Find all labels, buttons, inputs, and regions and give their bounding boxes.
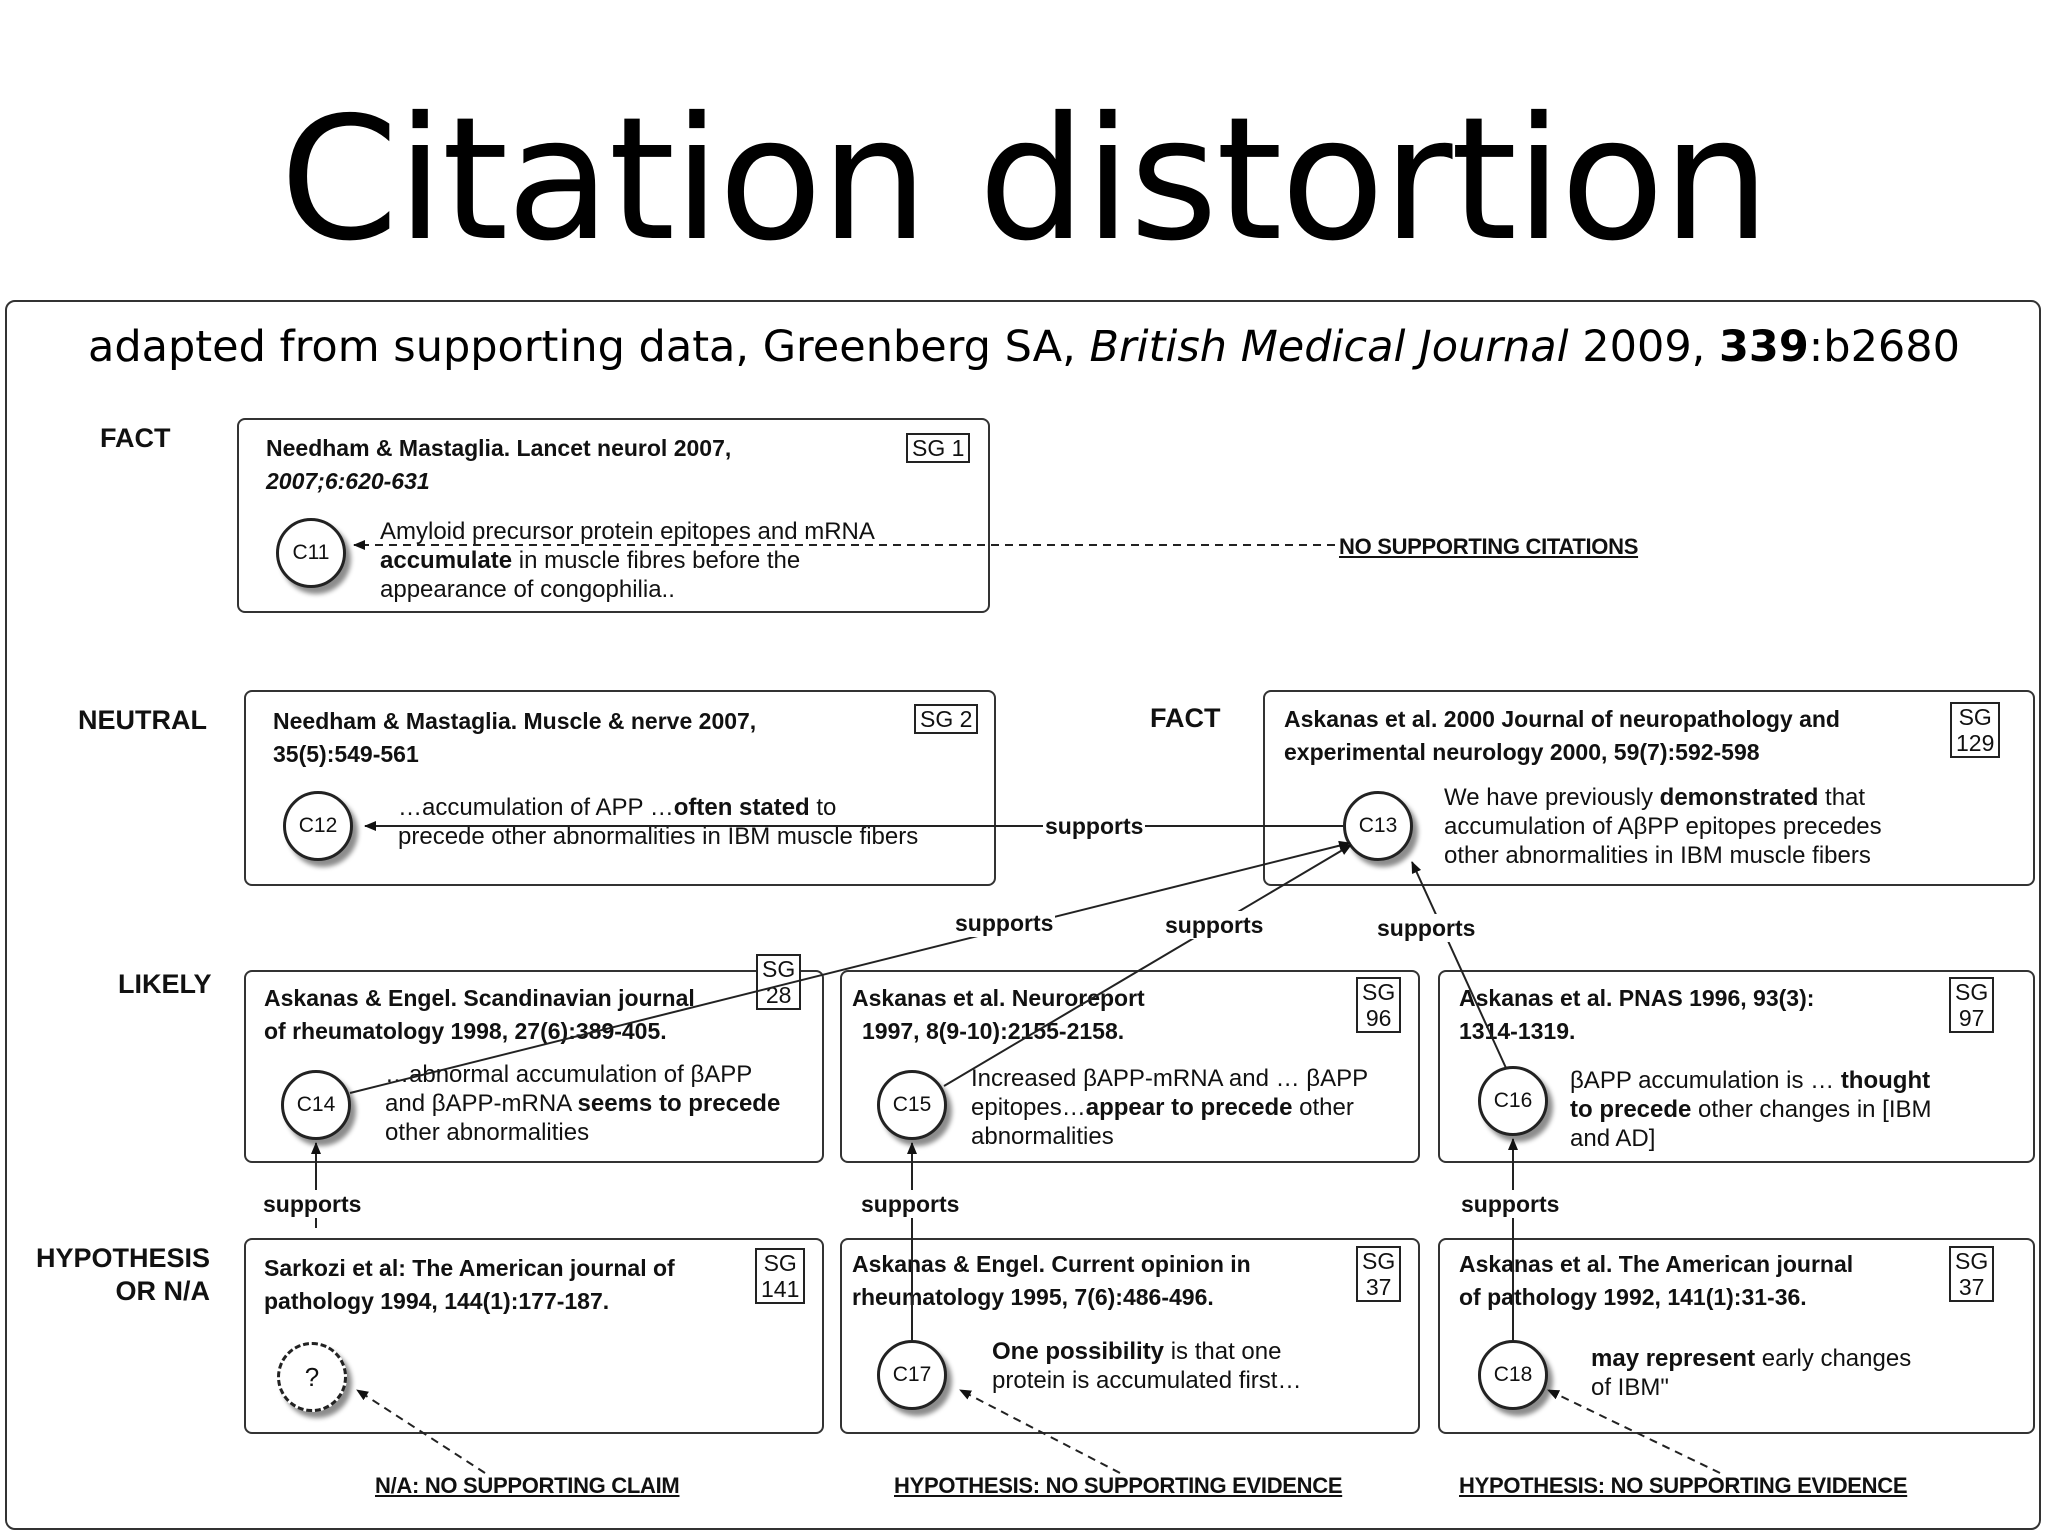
quote-c11-part1: Amyloid precursor protein epitopes and mRNA	[380, 518, 875, 545]
sg-badge-c18-line1: SG	[1955, 1248, 1989, 1274]
sg-badge-c13-line1: SG	[1958, 704, 1992, 730]
quote-c15-part1: Increased βAPP-mRNA and … βAPP	[971, 1065, 1369, 1092]
note-hypothesis-1: HYPOTHESIS: NO SUPPORTING EVIDENCE	[894, 1473, 1343, 1498]
level-label-fact: FACT	[100, 423, 171, 453]
sg-badge-c16-line1: SG	[1955, 979, 1989, 1005]
citation-ref-c14-line2: of rheumatology 1998, 27(6):389-405.	[264, 1018, 667, 1044]
quote-c17-part3: protein is accumulated first…	[992, 1367, 1302, 1394]
citation-ref-sarkozi-line2: pathology 1994, 144(1):177-187.	[264, 1288, 610, 1314]
quote-c13-part5: other abnormalities in IBM muscle fibers	[1444, 842, 1871, 869]
edge-label-unknown-c14: supports	[263, 1191, 362, 1217]
edge-label-c16-c13: supports	[1377, 915, 1476, 941]
citation-ref-c15-line2: 1997, 8(9-10):2155-2158.	[862, 1018, 1125, 1044]
sg-badge-c12: SG 2	[914, 704, 978, 734]
source-year: 2009,	[1568, 322, 1720, 372]
quote-c18-part3: of IBM"	[1591, 1374, 1669, 1401]
quote-c16-part4: other changes in [IBM	[1691, 1096, 1932, 1123]
edge-label-c13-c12: supports	[1045, 813, 1144, 839]
claim-node-c15[interactable]: C15	[877, 1070, 947, 1140]
claim-node-c11[interactable]: C11	[276, 518, 346, 588]
claim-node-c17[interactable]: C17	[877, 1340, 947, 1410]
sg-badge-sarkozi-line1: SG	[763, 1250, 797, 1276]
level-label-likely: LIKELY	[118, 969, 212, 999]
level-label-fact-right: FACT	[1150, 703, 1221, 733]
citation-ref-c11-line1: Needham & Mastaglia. Lancet neurol 2007,	[266, 435, 732, 461]
sg-badge-c14-line2: 28	[765, 982, 792, 1008]
citation-ref-c14-line1: Askanas & Engel. Scandinavian journal	[264, 985, 695, 1011]
level-label-hypothesis-line2: OR N/A	[115, 1276, 210, 1306]
citation-ref-c16-line2: 1314-1319.	[1459, 1018, 1576, 1044]
quote-c16-part3: to precede	[1570, 1096, 1692, 1123]
citation-ref-c11-line2: 2007;6:620-631	[266, 468, 430, 494]
sg-badge-c13-line2: 129	[1956, 730, 1995, 756]
citation-ref-c18-line1: Askanas et al. The American journal	[1459, 1251, 1854, 1277]
slide-title: Citation distortion	[279, 81, 1769, 279]
source-volume: 339	[1719, 322, 1809, 372]
quote-c14-part4: other abnormalities	[385, 1119, 590, 1146]
quote-c14-part1: …abnormal accumulation of βAPP	[385, 1061, 753, 1088]
quote-c13-part1: We have previously	[1444, 784, 1660, 811]
quote-c11-part4: appearance of congophilia..	[380, 576, 675, 603]
claim-node-unknown[interactable]: ?	[277, 1342, 347, 1412]
note-no-supporting-claim: N/A: NO SUPPORTING CLAIM	[375, 1473, 680, 1498]
edge-label-c18-c16: supports	[1461, 1191, 1560, 1217]
quote-c16-part5: and AD]	[1570, 1125, 1656, 1152]
citation-ref-sarkozi-line1: Sarkozi et al: The American journal of	[264, 1255, 675, 1281]
claim-node-c18[interactable]: C18	[1478, 1340, 1548, 1410]
quote-c14-part2: and βAPP-mRNA	[385, 1090, 578, 1117]
quote-c18-part1: may represent	[1591, 1345, 1756, 1372]
quote-c11-part2: accumulate	[380, 547, 513, 574]
sg-badge-c17-line1: SG	[1362, 1248, 1396, 1274]
sg-badge-c15-line2: 96	[1365, 1005, 1392, 1031]
citation-ref-c13-line2: experimental neurology 2000, 59(7):592-598	[1284, 739, 1760, 765]
sg-badge-c16-line2: 97	[1958, 1005, 1985, 1031]
quote-c13-part3: that	[1818, 784, 1866, 811]
level-label-hypothesis-line1: HYPOTHESIS	[35, 1243, 210, 1273]
quote-c16-part2: thought	[1840, 1067, 1931, 1094]
quote-c17-part2: is that one	[1164, 1338, 1282, 1365]
claim-node-c12[interactable]: C12	[283, 791, 353, 861]
quote-c18-part2: early changes	[1755, 1345, 1912, 1372]
quote-c12-part4: precede other abnormalities in IBM muscle fibers	[398, 823, 919, 850]
quote-c16-part1: βAPP accumulation is …	[1570, 1067, 1841, 1094]
quote-c13-part2: demonstrated	[1659, 784, 1819, 811]
sg-badge-sarkozi-line2: 141	[761, 1276, 800, 1302]
edge-label-c17-c15: supports	[861, 1191, 960, 1217]
quote-c17-part1: One possibility	[992, 1338, 1165, 1365]
edge-hyp2-c18	[1548, 1390, 1720, 1473]
source-article: :b2680	[1808, 322, 1960, 372]
quote-c12-part1: …accumulation of APP …	[398, 794, 674, 821]
sg-badge-c14-line1: SG	[762, 956, 796, 982]
sg-badge-c11: SG 1	[906, 433, 970, 463]
edge-c15-c13	[944, 845, 1351, 1086]
quote-c14-part3: seems to precede	[577, 1090, 781, 1117]
quote-c13-part4: accumulation of AβPP epitopes precedes	[1444, 813, 1882, 840]
citation-ref-c15-line1: Askanas et al. Neuroreport	[852, 985, 1145, 1011]
edge-hyp1-c17	[960, 1390, 1120, 1473]
note-hypothesis-2: HYPOTHESIS: NO SUPPORTING EVIDENCE	[1459, 1473, 1908, 1498]
citation-ref-c13-line1: Askanas et al. 2000 Journal of neuropathology and	[1284, 706, 1840, 732]
claim-node-c16[interactable]: C16	[1478, 1066, 1548, 1136]
sg-badge-c17-line2: 37	[1365, 1274, 1392, 1300]
citation-ref-c12-line2: 35(5):549-561	[273, 741, 419, 767]
quote-c15-part4: other	[1292, 1094, 1354, 1121]
citation-ref-c12-line1: Needham & Mastaglia. Muscle & nerve 2007,	[273, 708, 757, 734]
edge-label-c14-c13: supports	[955, 910, 1054, 936]
quote-c15-part2: epitopes…	[971, 1094, 1086, 1121]
edge-c14-c13	[350, 843, 1350, 1093]
citation-ref-c17-line1: Askanas & Engel. Current opinion in	[852, 1251, 1251, 1277]
note-no-supporting-citations: NO SUPPORTING CITATIONS	[1335, 534, 1638, 560]
sg-badge-c18-line2: 37	[1958, 1274, 1985, 1300]
edge-label-c15-c13: supports	[1165, 912, 1264, 938]
quote-c15-part3: appear to precede	[1085, 1094, 1293, 1121]
edge-c16-c13	[1412, 862, 1506, 1068]
edge-na-unknown	[357, 1390, 485, 1473]
citation-ref-c17-line2: rheumatology 1995, 7(6):486-496.	[852, 1284, 1214, 1310]
claim-node-c13[interactable]: C13	[1343, 791, 1413, 861]
claim-node-c14[interactable]: C14	[281, 1070, 351, 1140]
quote-c11-part3: in muscle fibres before the	[512, 547, 801, 574]
quote-c12-part2: often stated	[673, 794, 810, 821]
quote-c12-part3: to	[809, 794, 837, 821]
quote-c15-part5: abnormalities	[971, 1123, 1114, 1150]
citation-ref-c18-line2: of pathology 1992, 141(1):31-36.	[1459, 1284, 1807, 1310]
source-prefix: adapted from supporting data, Greenberg SA,	[87, 322, 1090, 372]
level-label-neutral: NEUTRAL	[78, 705, 207, 735]
sg-badge-c15-line1: SG	[1362, 979, 1396, 1005]
citation-ref-c16-line1: Askanas et al. PNAS 1996, 93(3):	[1459, 985, 1815, 1011]
source-journal: British Medical Journal	[1089, 322, 1569, 372]
